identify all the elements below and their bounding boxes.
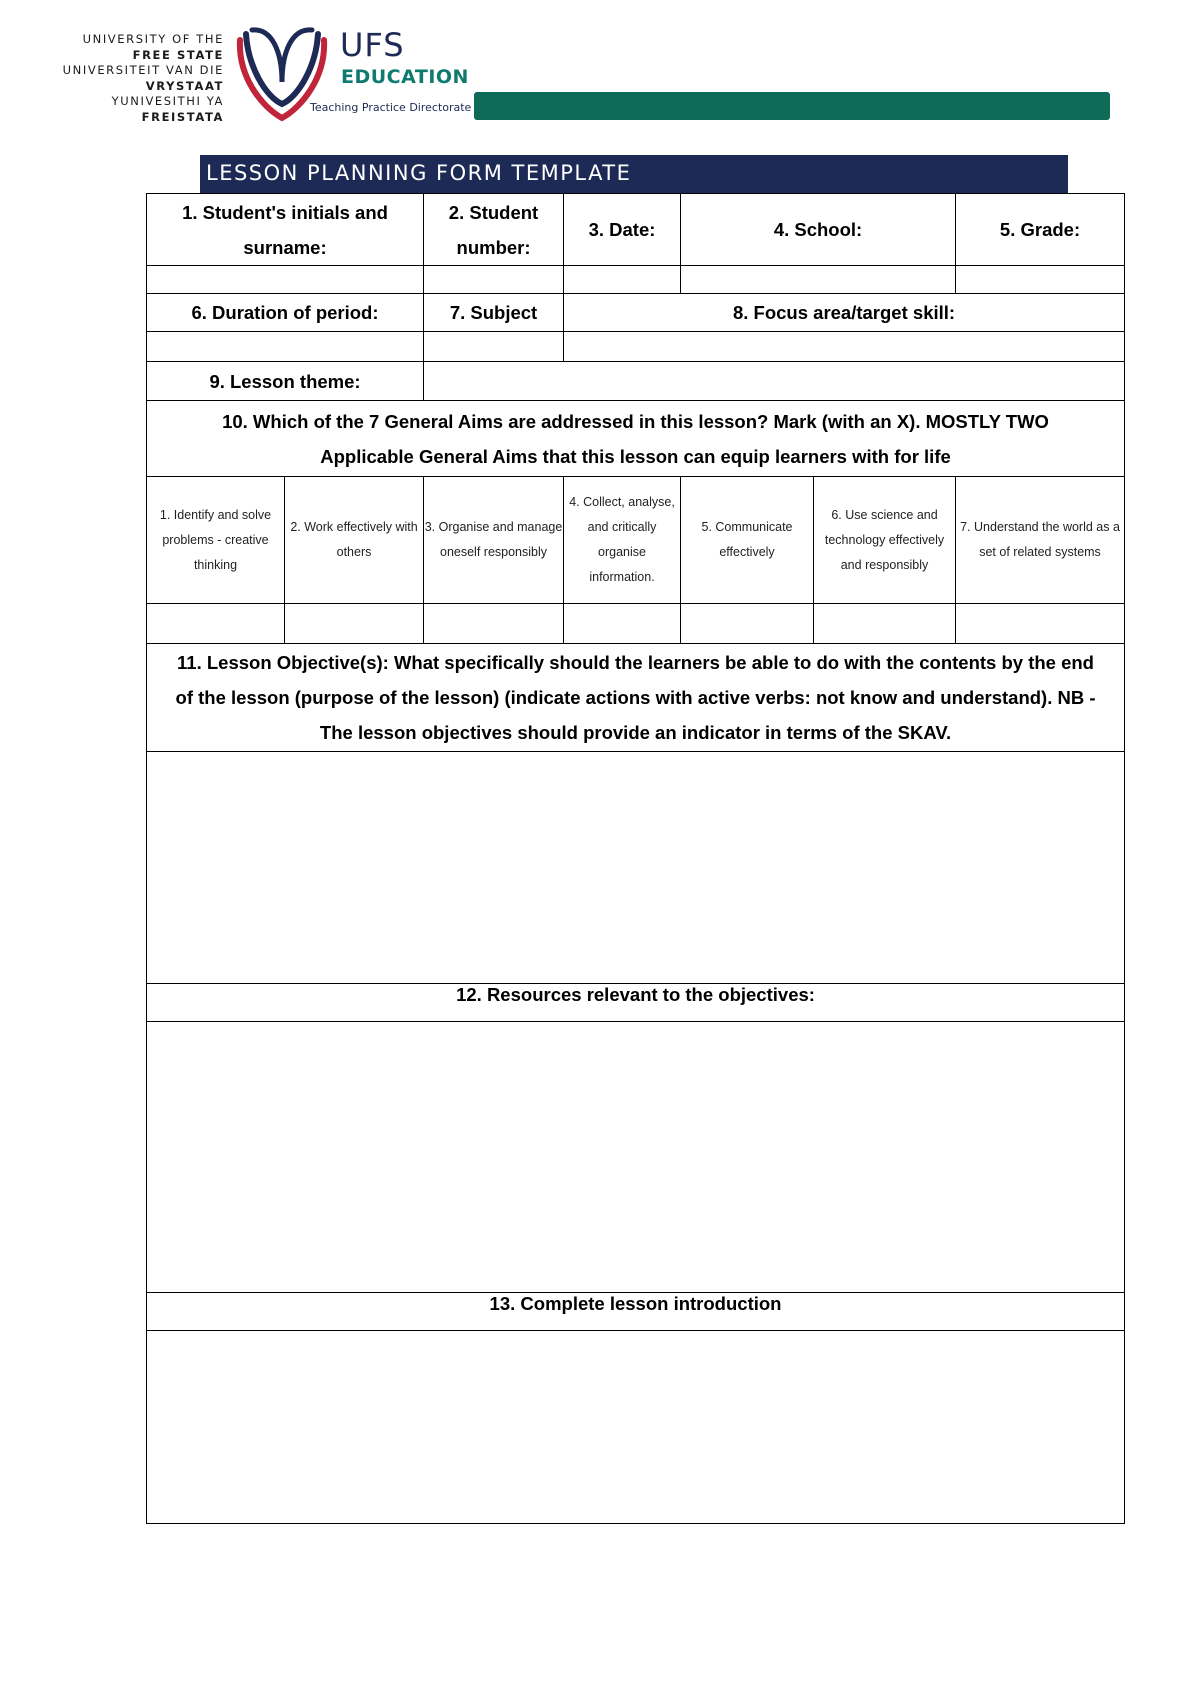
university-line: FREISTATA	[141, 109, 224, 124]
aim-7: 7. Understand the world as a set of related systems	[956, 477, 1125, 604]
field-general-aims-label: 10. Which of the 7 General Aims are addressed in this lesson? Mark (with an X). MOSTLY TWO Applicable General Aims that this lesson can equip learners with for life	[147, 401, 1125, 477]
form-title: LESSON PLANNING FORM TEMPLATE	[206, 161, 632, 185]
aim-2-mark[interactable]	[285, 604, 424, 644]
aim-4: 4. Collect, analyse, and critically organise information.	[564, 477, 681, 604]
logo-subtitle: EDUCATION	[341, 66, 469, 88]
focus-area-input[interactable]	[564, 332, 1125, 362]
university-line: FREE STATE	[132, 47, 224, 62]
aim-1: 1. Identify and solve problems - creative thinking	[147, 477, 285, 604]
logo-title: UFS	[340, 26, 405, 64]
student-number-input[interactable]	[424, 266, 564, 294]
university-line: VRYSTAAT	[145, 78, 224, 93]
aim-7-mark[interactable]	[956, 604, 1125, 644]
lesson-theme-input[interactable]	[424, 362, 1125, 401]
field-date-label: 3. Date:	[564, 194, 681, 266]
form-title-bar	[200, 155, 1068, 193]
aim-5-mark[interactable]	[681, 604, 814, 644]
grade-input[interactable]	[956, 266, 1125, 294]
field-school-label: 4. School:	[681, 194, 956, 266]
aim-3-mark[interactable]	[424, 604, 564, 644]
university-line: UNIVERSITEIT VAN DIE	[62, 63, 224, 77]
student-name-input[interactable]	[147, 266, 424, 294]
field-subject-label: 7. Subject	[424, 294, 564, 332]
aim-2: 2. Work effectively with others	[285, 477, 424, 604]
lesson-plan-table	[146, 193, 1125, 1524]
aim-4-mark[interactable]	[564, 604, 681, 644]
aim-1-mark[interactable]	[147, 604, 285, 644]
date-input[interactable]	[564, 266, 681, 294]
university-line: YUNIVESITHI YA	[111, 94, 224, 108]
field-grade-label: 5. Grade:	[956, 194, 1125, 266]
lesson-objectives-input[interactable]	[147, 752, 1125, 984]
subject-input[interactable]	[424, 332, 564, 362]
university-line: UNIVERSITY OF THE	[82, 32, 224, 46]
field-student-name-label: 1. Student's initials and surname:	[147, 194, 424, 266]
field-duration-label: 6. Duration of period:	[147, 294, 424, 332]
university-name	[60, 32, 224, 125]
field-lesson-introduction-label: 13. Complete lesson introduction	[147, 1293, 1125, 1331]
duration-input[interactable]	[147, 332, 424, 362]
aim-6: 6. Use science and technology effectively and responsibly	[814, 477, 956, 604]
field-lesson-theme-label: 9. Lesson theme:	[147, 362, 424, 401]
aim-3: 3. Organise and manage oneself responsibly	[424, 477, 564, 604]
aim-5: 5. Communicate effectively	[681, 477, 814, 604]
field-focus-area-label: 8. Focus area/target skill:	[564, 294, 1125, 332]
header-accent-bar	[474, 92, 1110, 120]
field-student-number-label: 2. Student number:	[424, 194, 564, 266]
school-input[interactable]	[681, 266, 956, 294]
aim-6-mark[interactable]	[814, 604, 956, 644]
field-resources-label: 12. Resources relevant to the objectives:	[147, 984, 1125, 1022]
resources-input[interactable]	[147, 1022, 1125, 1293]
field-lesson-objectives-label: 11. Lesson Objective(s): What specifically should the learners be able to do with the contents by the end of the lesson (purpose of the lesson) (indicate actions with active verbs: not know and understand). NB - The lesson objectives should provide an indicator in terms of the SKAV.	[147, 644, 1125, 752]
lesson-introduction-input[interactable]	[147, 1331, 1125, 1524]
directorate-label: Teaching Practice Directorate	[310, 101, 472, 114]
